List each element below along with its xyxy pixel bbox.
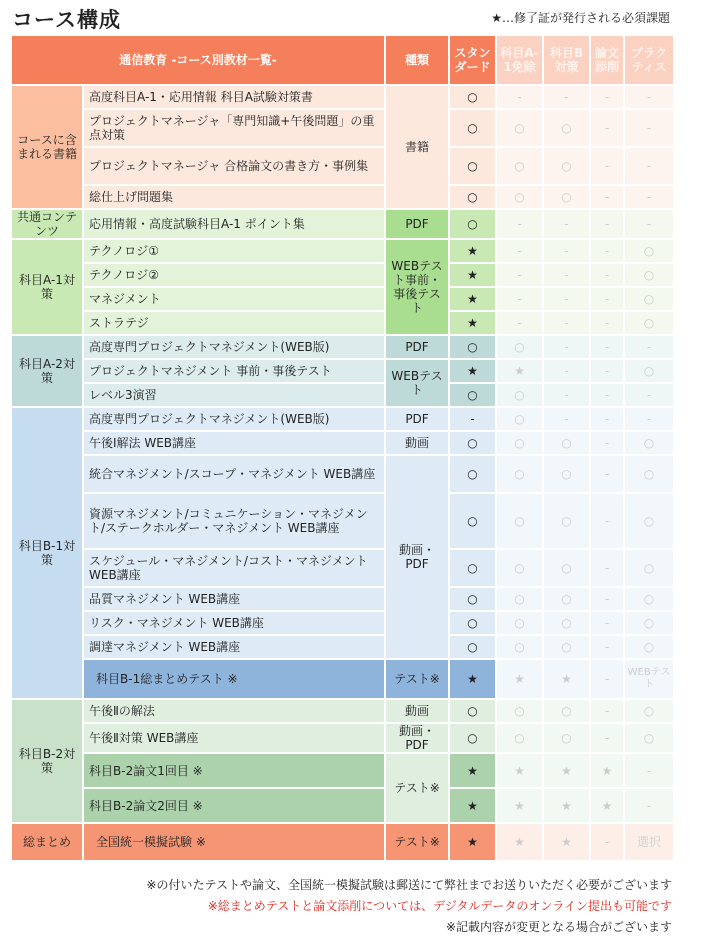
header-col-c: 論文添削 — [591, 36, 623, 84]
table-row — [12, 432, 673, 454]
table-header-row — [12, 36, 673, 84]
col-b-mark: ★ — [544, 754, 589, 787]
col-c-mark: - — [591, 336, 623, 358]
col-d-mark: - — [625, 186, 673, 208]
course-table — [10, 34, 675, 862]
category-course-books: コースに含まれる書籍 — [12, 86, 82, 208]
col-c-mark: - — [591, 312, 623, 334]
col-d-mark: ○ — [625, 240, 673, 262]
footnote-red: ※総まとめテストと論文添削については、デジタルデータのオンライン提出も可能です — [207, 899, 672, 913]
col-d-mark: - — [625, 789, 673, 822]
col-d-mark: WEBテスト — [625, 660, 673, 698]
col-d-mark: ○ — [625, 636, 673, 658]
type-web-test: WEBテスト事前・事後テスト — [386, 240, 448, 334]
col-a-mark: ○ — [497, 336, 542, 358]
col-d-mark: ○ — [625, 288, 673, 310]
type-books: 書籍 — [386, 86, 448, 208]
standard-mark: ○ — [450, 384, 495, 406]
col-b-mark: ★ — [544, 824, 589, 860]
col-b-mark: ○ — [544, 700, 589, 722]
col-c-mark: - — [591, 588, 623, 610]
row-name: 調達マネジメント WEB講座 — [84, 636, 384, 658]
type-video: 動画 — [386, 432, 448, 454]
col-c-mark: - — [591, 612, 623, 634]
col-b-mark: ○ — [544, 148, 589, 184]
col-a-mark: - — [497, 288, 542, 310]
col-d-mark: ○ — [625, 264, 673, 286]
table-row — [12, 288, 673, 310]
col-d-mark: ○ — [625, 588, 673, 610]
col-b-mark: ○ — [544, 588, 589, 610]
col-b-mark: ★ — [544, 660, 589, 698]
header-standard: スタンダード — [450, 36, 495, 84]
col-a-mark: ★ — [497, 824, 542, 860]
table-row — [12, 789, 673, 822]
standard-mark: ★ — [450, 312, 495, 334]
col-a-mark: ★ — [497, 660, 542, 698]
type-test: テスト※ — [386, 660, 448, 698]
row-name: 科目B-2論文2回目 ※ — [84, 789, 384, 822]
standard-mark: ○ — [450, 494, 495, 548]
col-a-mark: ★ — [497, 754, 542, 787]
col-c-mark: - — [591, 384, 623, 406]
col-c-mark: - — [591, 148, 623, 184]
col-b-mark: - — [544, 408, 589, 430]
col-a-mark: ★ — [497, 789, 542, 822]
standard-mark: ○ — [450, 724, 495, 752]
category-a2: 科目A-2対策 — [12, 336, 82, 406]
col-d-mark: - — [625, 148, 673, 184]
col-b-mark: - — [544, 360, 589, 382]
col-d-mark: ○ — [625, 432, 673, 454]
row-name: プロジェクトマネジメント 事前・事後テスト — [84, 360, 384, 382]
standard-mark: ○ — [450, 432, 495, 454]
row-name: 高度専門プロジェクトマネジメント(WEB版) — [84, 336, 384, 358]
table-row — [12, 110, 673, 146]
col-a-mark: ○ — [497, 186, 542, 208]
col-a-mark: ○ — [497, 550, 542, 586]
col-d-mark: - — [625, 110, 673, 146]
col-d-mark: ○ — [625, 456, 673, 492]
standard-mark: ○ — [450, 148, 495, 184]
row-name: 全国統一模擬試験 ※ — [84, 824, 384, 860]
col-b-mark: ○ — [544, 612, 589, 634]
row-name: マネジメント — [84, 288, 384, 310]
col-d-mark: ○ — [625, 494, 673, 548]
col-c-mark: - — [591, 186, 623, 208]
type-video-pdf: 動画・PDF — [386, 724, 448, 752]
table-row — [12, 336, 673, 358]
header-type: 種類 — [386, 36, 448, 84]
col-b-mark: - — [544, 86, 589, 108]
standard-mark: ○ — [450, 550, 495, 586]
col-b-mark: ★ — [544, 789, 589, 822]
table-row — [12, 550, 673, 586]
col-b-mark: ○ — [544, 550, 589, 586]
row-name: 午後Ⅰ解法 WEB講座 — [84, 432, 384, 454]
col-a-mark: ○ — [497, 110, 542, 146]
col-c-mark: ★ — [591, 789, 623, 822]
table-row — [12, 456, 673, 492]
col-c-mark: - — [591, 240, 623, 262]
standard-mark: ★ — [450, 824, 495, 860]
col-b-mark: - — [544, 312, 589, 334]
row-name: 応用情報・高度試験科目A-1 ポイント集 — [84, 210, 384, 238]
col-a-mark: - — [497, 312, 542, 334]
standard-mark: ★ — [450, 240, 495, 262]
col-d-mark: - — [625, 754, 673, 787]
standard-mark: ★ — [450, 360, 495, 382]
row-name: プロジェクトマネージャ「専門知識+午後問題」の重点対策 — [84, 110, 384, 146]
col-d-mark: ○ — [625, 550, 673, 586]
standard-mark: ○ — [450, 612, 495, 634]
col-b-mark: - — [544, 264, 589, 286]
col-b-mark: ○ — [544, 186, 589, 208]
table-row — [12, 186, 673, 208]
col-b-mark: ○ — [544, 110, 589, 146]
standard-mark: ○ — [450, 110, 495, 146]
col-c-mark: - — [591, 264, 623, 286]
col-c-mark: - — [591, 660, 623, 698]
standard-mark: ○ — [450, 456, 495, 492]
col-c-mark: - — [591, 724, 623, 752]
type-pdf: PDF — [386, 408, 448, 430]
type-video: 動画 — [386, 700, 448, 722]
col-b-mark: - — [544, 384, 589, 406]
col-c-mark: ★ — [591, 754, 623, 787]
col-d-mark: - — [625, 86, 673, 108]
col-d-mark: ○ — [625, 724, 673, 752]
col-c-mark: - — [591, 824, 623, 860]
row-name: テクノロジ② — [84, 264, 384, 286]
col-a-mark: - — [497, 210, 542, 238]
col-c-mark: - — [591, 288, 623, 310]
category-b2: 科目B-2対策 — [12, 700, 82, 822]
row-name: 科目B-2論文1回目 ※ — [84, 754, 384, 787]
row-name: 品質マネジメント WEB講座 — [84, 588, 384, 610]
table-row — [12, 754, 673, 787]
header-col-d: プラクティス — [625, 36, 673, 84]
table-row — [12, 210, 673, 238]
row-name: 総仕上げ問題集 — [84, 186, 384, 208]
col-d-mark: - — [625, 210, 673, 238]
col-c-mark: - — [591, 700, 623, 722]
table-row — [12, 312, 673, 334]
footnote: ※の付いたテストや論文、全国統一模擬試験は郵送にて弊社までお送りいただく必要がございます — [146, 878, 672, 892]
col-a-mark: ○ — [497, 456, 542, 492]
col-c-mark: - — [591, 550, 623, 586]
type-test: テスト※ — [386, 754, 448, 822]
type-pdf: PDF — [386, 210, 448, 238]
col-c-mark: - — [591, 494, 623, 548]
col-c-mark: - — [591, 432, 623, 454]
col-a-mark: ○ — [497, 148, 542, 184]
table-row — [12, 86, 673, 108]
page-title: コース構成 — [12, 8, 121, 32]
table-row — [12, 384, 673, 406]
category-b1: 科目B-1対策 — [12, 408, 82, 698]
col-a-mark: ○ — [497, 636, 542, 658]
col-a-mark: ○ — [497, 432, 542, 454]
table-row — [12, 148, 673, 184]
row-name: プロジェクトマネージャ 合格論文の書き方・事例集 — [84, 148, 384, 184]
col-b-mark: ○ — [544, 724, 589, 752]
row-name: スケジュール・マネジメント/コスト・マネジメント WEB講座 — [84, 550, 384, 586]
header-col-a: 科目A-1免除 — [497, 36, 542, 84]
table-row — [12, 408, 673, 430]
category-common: 共通コンテンツ — [12, 210, 82, 238]
standard-mark: ★ — [450, 789, 495, 822]
col-d-mark: ○ — [625, 612, 673, 634]
col-b-mark: - — [544, 288, 589, 310]
col-a-mark: ○ — [497, 384, 542, 406]
col-d-mark: 選択 — [625, 824, 673, 860]
legend-text: ★…修了証が発行される必須課題 — [491, 11, 670, 25]
col-b-mark: - — [544, 336, 589, 358]
col-c-mark: - — [591, 86, 623, 108]
footnote: ※記載内容が変更となる場合がございます — [445, 920, 672, 934]
col-b-mark: ○ — [544, 432, 589, 454]
row-name: 資源マネジメント/コミュニケーション・マネジメント/ステークホルダー・マネジメント WEB講座 — [84, 494, 384, 548]
col-b-mark: ○ — [544, 494, 589, 548]
table-row — [12, 660, 673, 698]
row-name: 統合マネジメント/スコープ・マネジメント WEB講座 — [84, 456, 384, 492]
col-b-mark: - — [544, 240, 589, 262]
col-d-mark: ○ — [625, 700, 673, 722]
table-row — [12, 700, 673, 722]
table-row — [12, 588, 673, 610]
row-name: リスク・マネジメント WEB講座 — [84, 612, 384, 634]
col-a-mark: ★ — [497, 360, 542, 382]
table-row — [12, 612, 673, 634]
table-row — [12, 824, 673, 860]
col-a-mark: - — [497, 86, 542, 108]
standard-mark: ○ — [450, 186, 495, 208]
row-name: 科目B-1総まとめテスト ※ — [84, 660, 384, 698]
standard-mark: ★ — [450, 288, 495, 310]
col-d-mark: - — [625, 408, 673, 430]
col-a-mark: ○ — [497, 612, 542, 634]
header-material: 通信教育 -コース別教材一覧- — [12, 36, 384, 84]
standard-mark: ★ — [450, 264, 495, 286]
row-name: 高度科目A-1・応用情報 科目A試験対策書 — [84, 86, 384, 108]
row-name: ストラテジ — [84, 312, 384, 334]
table-row — [12, 240, 673, 262]
standard-mark: ○ — [450, 636, 495, 658]
table-row — [12, 264, 673, 286]
col-c-mark: - — [591, 408, 623, 430]
col-a-mark: ○ — [497, 700, 542, 722]
col-b-mark: ○ — [544, 456, 589, 492]
type-test: テスト※ — [386, 824, 448, 860]
col-d-mark: - — [625, 336, 673, 358]
col-c-mark: - — [591, 110, 623, 146]
category-summary: 総まとめ — [12, 824, 82, 860]
col-d-mark: - — [625, 384, 673, 406]
col-a-mark: ○ — [497, 494, 542, 548]
row-name: 高度専門プロジェクトマネジメント(WEB版) — [84, 408, 384, 430]
col-c-mark: - — [591, 210, 623, 238]
col-a-mark: ○ — [497, 588, 542, 610]
col-a-mark: - — [497, 240, 542, 262]
table-row — [12, 636, 673, 658]
standard-mark: ○ — [450, 336, 495, 358]
col-c-mark: - — [591, 636, 623, 658]
col-a-mark: ○ — [497, 724, 542, 752]
type-web-test: WEBテスト — [386, 360, 448, 406]
standard-mark: ○ — [450, 210, 495, 238]
standard-mark: ★ — [450, 660, 495, 698]
header-col-b: 科目B対策 — [544, 36, 589, 84]
col-c-mark: - — [591, 360, 623, 382]
standard-mark: ○ — [450, 86, 495, 108]
col-a-mark: - — [497, 264, 542, 286]
col-b-mark: ○ — [544, 636, 589, 658]
row-name: 午後Ⅱの解法 — [84, 700, 384, 722]
col-b-mark: - — [544, 210, 589, 238]
row-name: レベル3演習 — [84, 384, 384, 406]
table-row — [12, 360, 673, 382]
type-pdf: PDF — [386, 336, 448, 358]
row-name: 午後Ⅱ対策 WEB講座 — [84, 724, 384, 752]
table-row — [12, 494, 673, 548]
col-d-mark: ○ — [625, 360, 673, 382]
table-row — [12, 724, 673, 752]
category-a1: 科目A-1対策 — [12, 240, 82, 334]
col-c-mark: - — [591, 456, 623, 492]
standard-mark: ○ — [450, 588, 495, 610]
row-name: テクノロジ① — [84, 240, 384, 262]
col-a-mark: ○ — [497, 408, 542, 430]
standard-mark: - — [450, 408, 495, 430]
standard-mark: ○ — [450, 700, 495, 722]
col-d-mark: ○ — [625, 312, 673, 334]
type-video-pdf: 動画・PDF — [386, 456, 448, 658]
standard-mark: ★ — [450, 754, 495, 787]
